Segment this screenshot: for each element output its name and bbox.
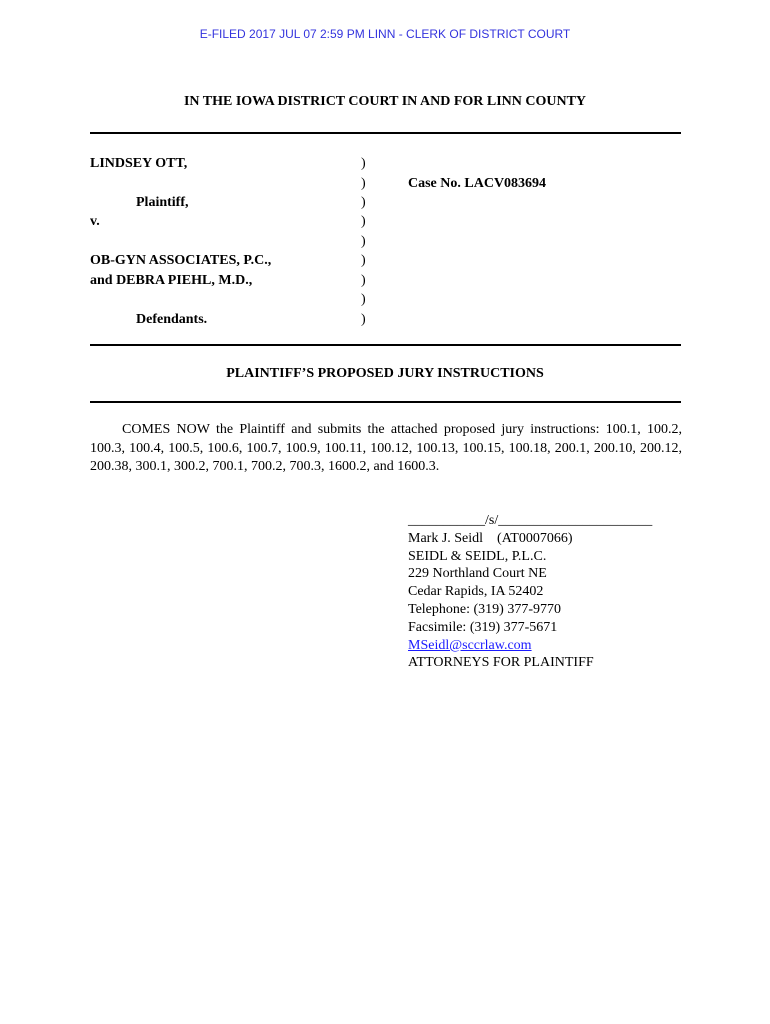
attorney-name: Mark J. Seidl (AT0007066): [408, 530, 573, 546]
caption-paren: ): [361, 253, 366, 268]
caption-paren: ): [361, 195, 366, 210]
court-heading: IN THE IOWA DISTRICT COURT IN AND FOR LINN COUNTY: [183, 94, 587, 109]
caption-paren: ): [361, 312, 366, 327]
caption-paren: ): [361, 176, 366, 191]
body-paragraph: COMES NOW the Plaintiff and submits the attached proposed jury instructions: 100.1, 100.2, 100.3, 100.4, 100.5, 100.6, 100.7, 100.9, 100.11, 100.12, 100.13, 100.15, 100.18, 200.1, 200.10, 200.12, 200.38, 300.1, 300.2, 700.1, 700.2, 700.3, 1600.2, and 1600.3.: [90, 422, 682, 474]
versus-label: v.: [90, 214, 100, 229]
signature-line: ___________/s/______________________: [408, 513, 653, 528]
firm-name: SEIDL & SEIDL, P.L.C.: [408, 548, 547, 564]
telephone: Telephone: (319) 377-9770: [408, 601, 561, 617]
defendant-label: Defendants.: [136, 312, 208, 327]
defendant-line-2: and DEBRA PIEHL, M.D.,: [90, 273, 253, 288]
caption-paren: ): [361, 234, 366, 249]
email-link[interactable]: MSeidl@sccrlaw.com: [408, 637, 532, 653]
caption-paren: ): [361, 156, 366, 171]
signature-block: [408, 512, 652, 672]
address-line-1: 229 Northland Court NE: [408, 566, 547, 582]
plaintiff-name: LINDSEY OTT,: [90, 156, 188, 171]
caption-paren: ): [361, 273, 366, 288]
title-bottom-rule: [90, 401, 681, 403]
attorney-role: ATTORNEYS FOR PLAINTIFF: [408, 655, 594, 671]
caption-bottom-rule: [90, 344, 681, 346]
plaintiff-label: Plaintiff,: [136, 195, 189, 210]
caption-paren: ): [361, 214, 366, 229]
caption-top-rule: [90, 132, 681, 134]
document-title: PLAINTIFF’S PROPOSED JURY INSTRUCTIONS: [226, 366, 544, 381]
caption-paren: ): [361, 292, 366, 307]
address-line-2: Cedar Rapids, IA 52402: [408, 584, 544, 600]
facsimile: Facsimile: (319) 377-5671: [408, 619, 558, 635]
case-number: Case No. LACV083694: [408, 176, 547, 191]
defendant-line-1: OB-GYN ASSOCIATES, P.C.,: [90, 253, 272, 268]
efiled-stamp: E-FILED 2017 JUL 07 2:59 PM LINN - CLERK OF DISTRICT COURT: [199, 27, 571, 41]
